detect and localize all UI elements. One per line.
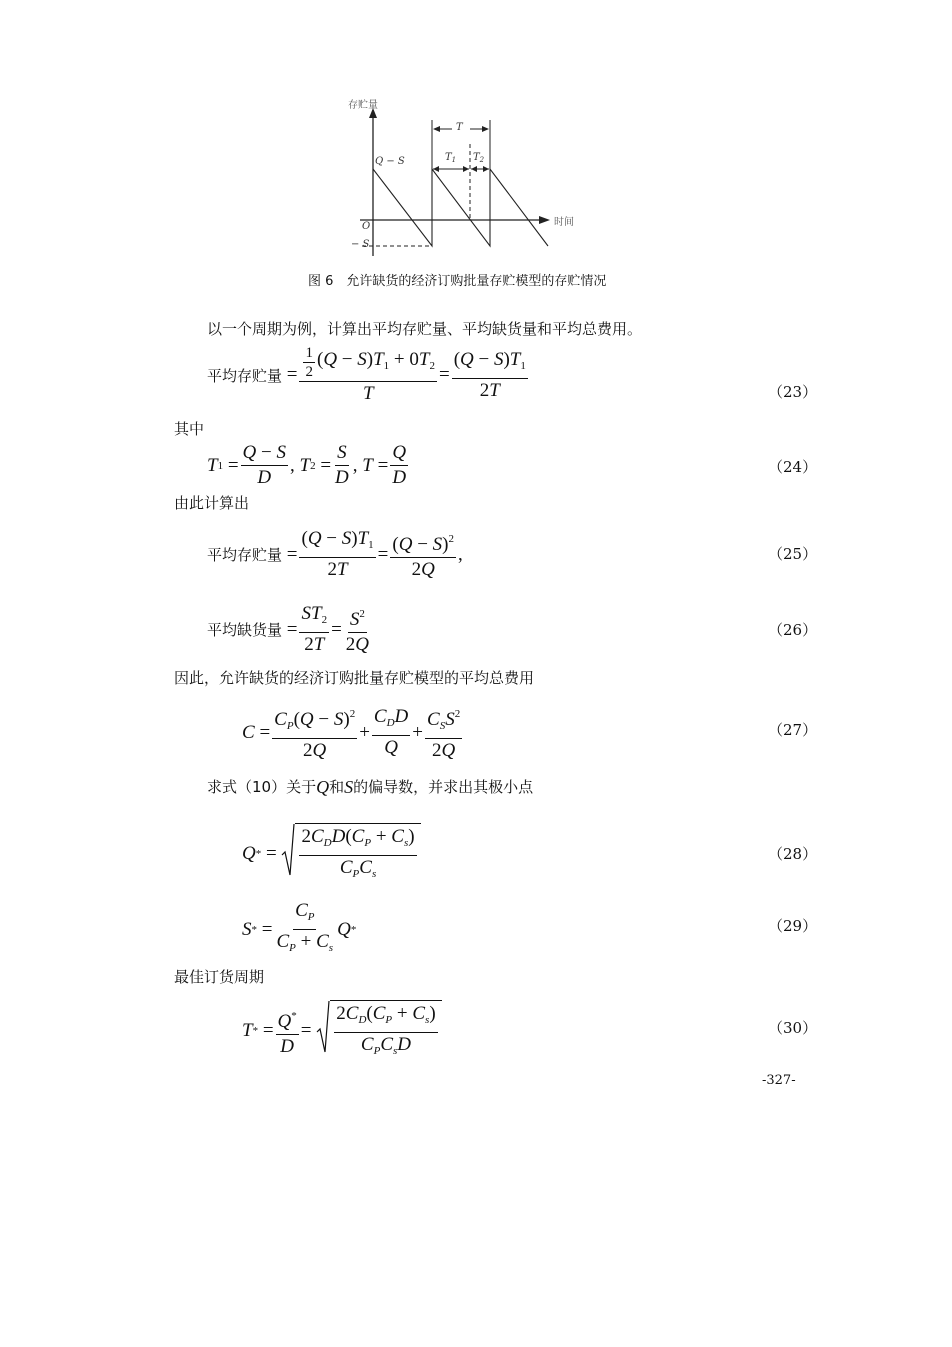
y-axis-label: 存贮量: [348, 100, 378, 111]
page-number: -327-: [762, 1073, 796, 1088]
figure-caption: 图 6 允许缺货的经济订购批量存贮模型的存贮情况: [308, 274, 607, 289]
equation-number-29: （29）: [768, 917, 818, 935]
t2-label: $T_2$: [473, 152, 485, 164]
inventory-figure: [336, 96, 596, 266]
t2-arrowhead-left: [471, 166, 477, 172]
t1-label: $T_1$: [445, 152, 457, 164]
period-label: T: [456, 122, 463, 133]
period-arrowhead-left: [433, 126, 440, 132]
equation-28: Q * = $\frac{2C_DD(C_P + C_s)}{C_PC_s}$: [242, 823, 421, 885]
equation-29: S * = $\frac{C_P}{C_P + C_s}$ Q *: [242, 900, 357, 954]
equation-number-23: （23）: [768, 383, 818, 401]
equation-number-25: （25）: [768, 545, 818, 563]
period-arrowhead-right: [482, 126, 489, 132]
where-label: 其中: [174, 420, 205, 438]
level-label: Q − S: [375, 156, 405, 167]
equation-number-27: （27）: [768, 721, 818, 739]
intro-paragraph: 以一个周期为例，计算出平均存贮量、平均缺货量和平均总费用。: [207, 320, 643, 338]
equation-30: T * = $\frac{Q^*}{D}$ = $\frac{2C_D(C_P + C_s)}{C_PC_sD}$: [242, 1000, 442, 1062]
inventory-sawtooth-line: [373, 169, 548, 246]
equation-number-30: （30）: [768, 1019, 818, 1037]
equation-25: 平均存贮量 = $\frac{(Q - S)T_1}{2T}$ = $\frac{(Q - S)^2}{2Q}$ ,: [207, 528, 463, 580]
best-period-label: 最佳订货周期: [174, 968, 265, 986]
equation-23: 平均存贮量 = $\frac{1}{2}$ $(Q - S)T_1 + 0T_2$ T = $\frac{(Q - S)T_1}{2T}$: [207, 345, 526, 404]
thus-label: 由此计算出: [174, 494, 250, 512]
equation-number-28: （28）: [768, 845, 818, 863]
t2-arrowhead-right: [483, 166, 489, 172]
x-axis-label: 时间: [554, 217, 574, 228]
equation-27: C = $\frac{C_P(Q - S)^2}{2Q}$ + $\frac{C_DD}{Q}$ + $\frac{C_SS^2}{2Q}$: [242, 703, 464, 762]
equation-number-24: （24）: [768, 458, 818, 476]
equation-number-26: （26）: [768, 621, 818, 639]
equation-24: T 1 = $\frac{Q - S}{D}$ , T 2 = $\frac{S}{D}$ , T = $\frac{Q}{D}$: [207, 442, 407, 488]
equation-26: 平均缺货量 = $\frac{ST_2}{2T}$ = $\frac{S^2}{2Q}$: [207, 603, 370, 655]
negative-level-label: − S: [351, 239, 370, 250]
x-axis-arrow: [539, 216, 550, 224]
t1-arrowhead-right: [463, 166, 469, 172]
origin-label: O: [362, 221, 371, 232]
derivative-sentence: 求式（10）关于 Q 和 S 的偏导数，并求出其极小点: [207, 777, 534, 797]
therefore-paragraph: 因此，允许缺货的经济订购批量存贮模型的平均总费用: [174, 669, 535, 687]
